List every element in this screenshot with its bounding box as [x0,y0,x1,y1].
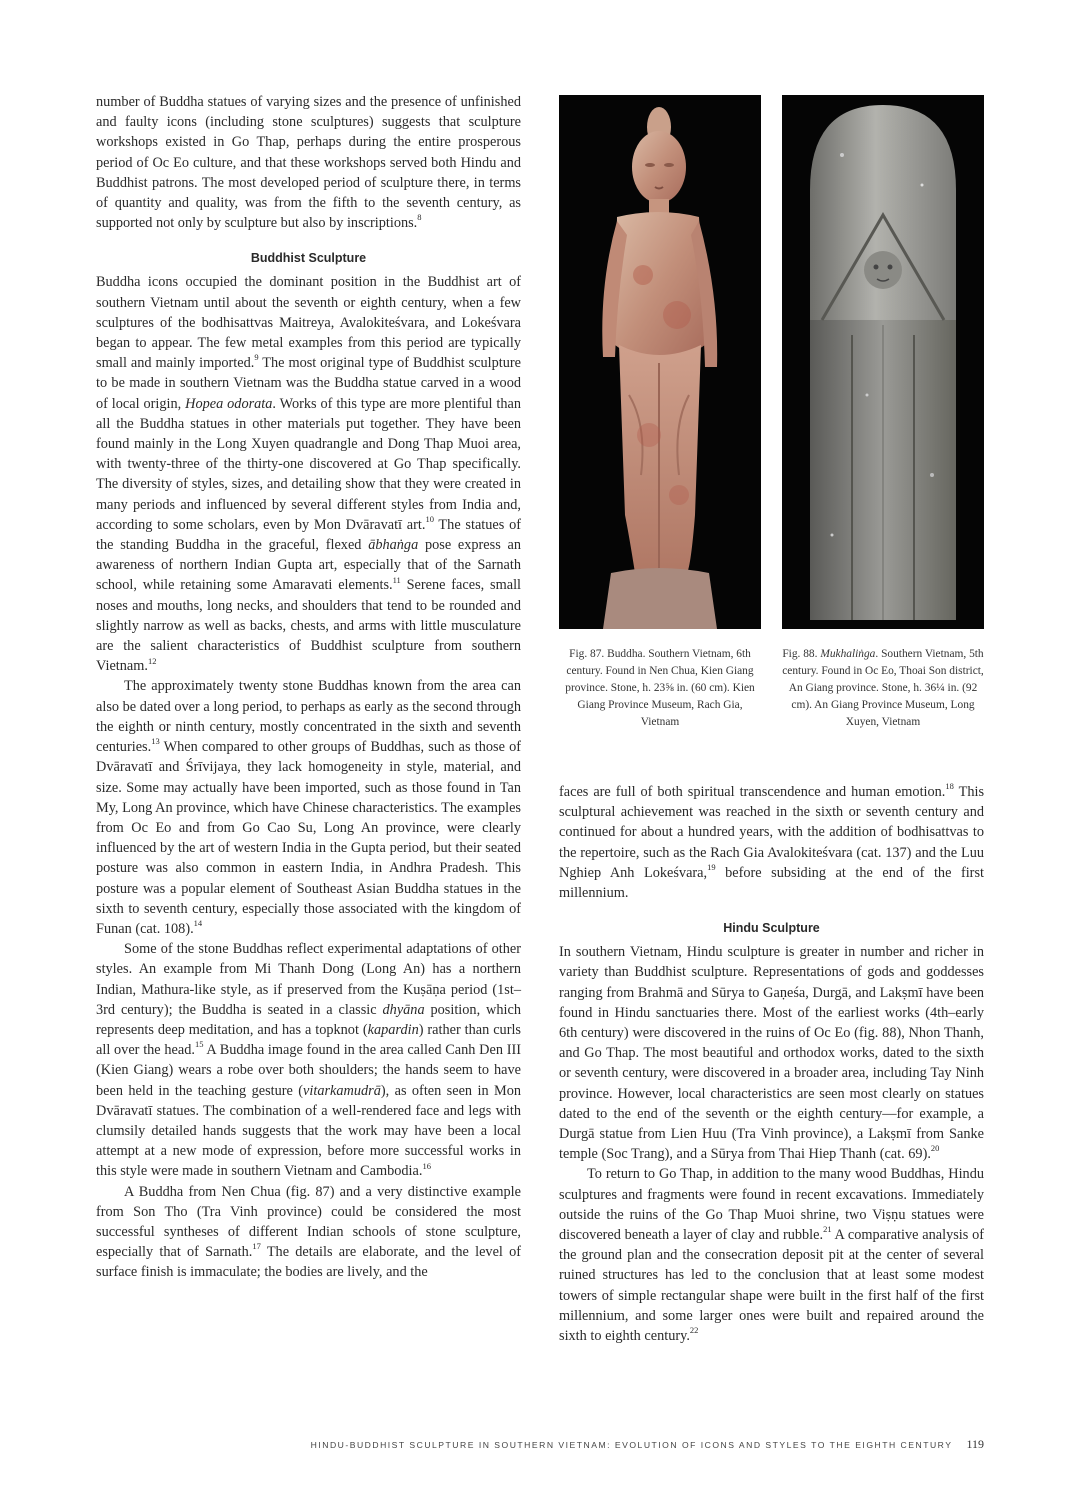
mukhalinga-illustration [782,95,984,629]
figure-87-caption: Fig. 87. Buddha. Southern Vietnam, 6th century. Found in Nen Chua, Kien Giang province. Stone, h. 23⅝ in. (60 cm). Kien Giang Province Museum, Rach Gia, Vietnam [565,648,755,728]
footnote-ref[interactable]: 18 [945,781,954,792]
section-heading-hindu: Hindu Sculpture [723,921,820,936]
section-heading-buddhist: Buddhist Sculpture [250,251,367,266]
buddha-statue-illustration [559,95,761,629]
footnote-ref[interactable]: 20 [930,1143,940,1154]
footnote-ref[interactable]: 16 [422,1160,431,1171]
paragraph: Buddha icons occupied the dominant position in the Buddhist art of southern Vietnam until about the seventh or eighth century, when a few sculptures of the bodhisattvas Maitreya, Avalokiteśvara, and Lokeśvara began to appear. The few metal examples from this period are typically small and mainly imported.$^9$ The most original type of Buddhist sculpture to be made in southern Vietnam was the Buddha statue carved in a wood of local origin, Hopea odorata. Works of this type are more plentiful than all the Buddha statues in other materials put together. They have been found mainly in the Long Xuyen quadrangle and Dong Thap Muoi area, with twenty-three of the thirty-one discovered at Go Thap specifically. The diversity of styles, sizes, and detailing show that they were created in many periods and influenced by several different styles from India and, according to some scholars, even by Mon Dvāravatī art.$^{10}$ The statues of the standing Buddha in the graceful, flexed ābhaṅga pose express an awareness of northern Indian Gupta art, especially that of the Sarnath school, while retaining some Amaravati elements.$^{11}$ Serene faces, small noses and mouths, long necks, and shoulders that tend to be rounded and slightly narrow as well as backs, chests, and arms with little musculature are the salient characteristics of Buddhist sculpture from southern Vietnam.$^{12}$ [96,274,522,675]
right-column [559,782,984,1346]
paragraph: faces are full of both spiritual transcendence and human emotion.$^{18}$ This sculptural achievement was reached in the sixth or seventh century and continued for about a hundred years, with the addition of bodhisattvas to the repertoire, such as the Rach Gia Avalokiteśvara (cat. 137) and the Luu Nghiep Anh Lokeśvara,$^{19}$ before subsiding at the end of the first millennium. [559,781,985,902]
paragraph: The approximately twenty stone Buddhas known from the area can also be dated over a long period, to perhaps as early as the second through the eighth or ninth century, mostly concentrated in the sixth and seventh centuries.$^{13}$ When compared to other groups of Buddhas, such as those of Dvāravatī and Śrīvijaya, they lack homogeneity in style, material, and size. Some may actually have been imported, such as those found in Tan My, Long An province, which have Chinese characteristics. The examples from Oc Eo and from Go Cao Su, Long An province, were clearly influenced by the art of western India in the Gupta period, but their seated posture was also common in eastern India, in Andhra Pradesh. This posture was a popular element of Southeast Asian Buddha statues in the sixth to seventh century, especially those associated with the kingdom of Funan (cat. 108).$^{14}$ [96,678,521,937]
footnote-ref[interactable]: 13 [151,736,160,747]
running-title: HINDU-BUDDHIST SCULPTURE IN SOUTHERN VIETNAM: EVOLUTION OF ICONS AND STYLES TO THE EIGHTH CENTURY [310,1440,953,1450]
footnote-ref[interactable]: 17 [252,1241,261,1252]
footnote-ref[interactable]: 19 [707,862,716,873]
figure-87-buddha-image [559,95,761,629]
figure-88-mukhalinga-image [782,95,984,629]
footnote-ref[interactable]: 10 [425,514,434,525]
paragraph: Some of the stone Buddhas reflect experimental adaptations of other styles. An example from Mi Thanh Dong (Long An) has a northern Indian, Mathura-like style, as if preserved from the Kuṣāṇa period (1st–3rd century); the Buddha is seated in a classic dhyāna position, which represents deep meditation, and has a topknot (kapardin) rather than curls all over the head.$^{15}$ A Buddha image found in the area called Canh Den III (Kien Giang) wears a robe over both shoulders; the hands seem to have been held in the teaching gesture (vitarkamudrā), as often seen in Mon Dvāravatī statues. The combination of a well-rendered face and legs with clumsily detailed hands suggests that the work may have been a local attempt at a new mode of expression, before more successful works in this style were made in southern Vietnam and Cambodia.$^{16}$ [96,941,521,1180]
footnote-ref[interactable]: 14 [193,918,203,929]
left-column [96,92,521,1283]
paragraph: In southern Vietnam, Hindu sculpture is greater in number and richer in variety than Buddhist sculpture. Representations of gods and goddesses ranging from Brahmā and Sūrya to Gaṇeśa, Durgā, and Lakṣmī have been found in Hindu sanctuaries there. Most of the earliest works (4th–early 6th century) were discovered in the ruins of Oc Eo (fig. 88), Nhon Thanh, and Go Thap. The most beautiful and orthodox works, dated to the sixth or seventh century, were discovered in a broader area, including Tay Ninh province. However, local characteristics are seen most clearly on statues dated to the end of the seventh or the eighth century—for example, a Durgā statue from Lien Huu (Tra Vinh province), a Lakṣmī from Sanke temple (Soc Trang), and a Sūrya from Thai Hiep Thanh (cat. 69).$^{20}$ [559,944,984,1163]
paragraph: A Buddha from Nen Chua (fig. 87) and a very distinctive example from Son Tho (Tra Vinh province) could be considered the most successful syntheses of different Indian schools of stone sculpture, especially that of Sarnath.$^{17}$ The details are elaborate, and the level of surface finish is immaculate; the bodies are lively, and the [96,1183,521,1281]
footnote-ref[interactable]: 15 [194,1039,204,1050]
footnote-ref[interactable]: 12 [147,655,157,666]
figure-88-caption: Fig. 88. Mukhaliṅga. Southern Vietnam, 5th century. Found in Oc Eo, Thoai Son district, An Giang province. Stone, h. 36¼ in. (92 cm). An Giang Province Museum, Long Xuyen, Vietnam [782,648,984,728]
footnote-ref[interactable]: 11 [392,574,401,585]
footnote-ref[interactable]: 9 [254,352,259,363]
intro-paragraph: number of Buddha statues of varying sizes and the presence of unfinished and faulty icons (including stone sculptures) suggests that sculpture workshops existed in Go Thap, perhaps during the entire prosperous period of Oc Eo culture, and that these workshops served both Hindu and Buddhist patrons. The most developed period of sculpture there, in terms of quantity and quality, was from the fifth to the seventh century, as supported not only by sculpture but also by inscriptions.$^8$ [96,94,521,232]
paragraph: To return to Go Thap, in addition to the many wood Buddhas, Hindu sculptures and fragments were found in recent excavations. Immediately outside the ruins of the Go Thap Muoi shrine, two Viṣṇu statues were discovered beneath a layer of clay and rubble.$^{21}$ A comparative analysis of the ground plan and the consecration deposit pit at the center of several ruined structures has led to the conclusion that at least some modest towers of simple rectangular shape were built in the first half of the first millennium, and some larger ones were built and repaired around the sixth to eighth century.$^{22}$ [559,1166,984,1345]
footnote-ref[interactable]: 21 [823,1224,832,1235]
page-number: 119 [966,1437,984,1451]
footnote-ref[interactable]: 8 [417,212,422,223]
footnote-ref[interactable]: 22 [689,1325,699,1336]
page-footer [96,1437,984,1452]
